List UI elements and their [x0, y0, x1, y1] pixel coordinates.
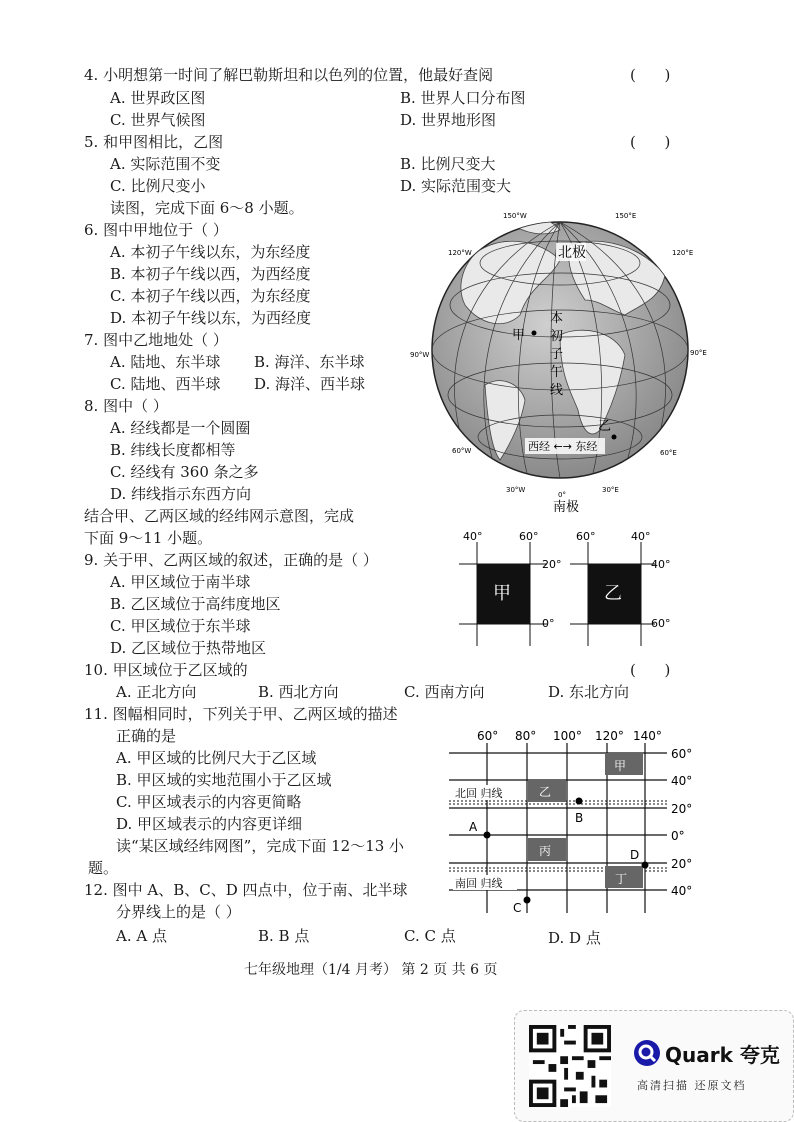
grid-yi-label: 乙 — [604, 583, 622, 604]
quark-tagline: 高清扫描 还原文档 — [637, 1079, 747, 1092]
qr-code-icon — [529, 1025, 611, 1107]
quark-brand: Quark 夸克 — [665, 1043, 780, 1067]
quark-watermark — [514, 1010, 794, 1122]
region-point-d — [642, 862, 649, 869]
globe-yi-label: 乙 — [598, 419, 612, 434]
region-area-ding: 丁 — [615, 872, 628, 886]
region-lon-60: 60° — [477, 729, 499, 743]
intro-12-13-line1: 读“某区域经纬网图”，完成下面 12～13 小 — [116, 837, 405, 855]
region-lat-40s: 40° — [671, 884, 693, 898]
q6-option-d: D. 本初子午线以东，为西经度 — [110, 309, 312, 327]
q5-option-a: A. 实际范围不变 — [110, 155, 221, 173]
globe-lon-60w: 60°W — [452, 447, 472, 455]
q4-answer-paren: ( ) — [630, 66, 671, 84]
q5-option-d: D. 实际范围变大 — [400, 177, 512, 195]
globe-lon-150e: 150°E — [615, 212, 637, 220]
prime-meridian-char-2: 初 — [550, 329, 564, 344]
globe-lon-30w: 30°W — [506, 486, 526, 494]
q5-option-c: C. 比例尺变小 — [110, 177, 206, 195]
q4-option-b: B. 世界人口分布图 — [400, 89, 526, 107]
grid-jia-lat-top: 20° — [542, 558, 562, 571]
region-tropic-south: 南回 归线 — [455, 877, 503, 890]
globe-lon-120e: 120°E — [672, 249, 694, 257]
q10-stem: 10. 甲区域位于乙区域的 — [84, 661, 248, 679]
q8-option-d: D. 纬线指示东西方向 — [110, 485, 252, 503]
q5-answer-paren: ( ) — [630, 133, 671, 151]
region-lat-20n: 20° — [671, 802, 693, 816]
q8-option-b: B. 纬线长度都相等 — [110, 441, 236, 459]
globe-jia-label: 甲 — [512, 328, 526, 343]
globe-lon-90w: 90°W — [410, 351, 430, 359]
q4-option-a: A. 世界政区图 — [110, 89, 206, 107]
grid-yi-lon-left: 60° — [576, 530, 596, 543]
region-lon-80: 80° — [515, 729, 537, 743]
prime-meridian-label — [550, 310, 563, 398]
region-lon-120: 120° — [595, 729, 624, 743]
globe-south-pole-label: 南极 — [553, 500, 580, 515]
q9-option-c: C. 甲区域位于东半球 — [110, 617, 251, 635]
q9-option-a: A. 甲区域位于南半球 — [110, 573, 251, 591]
q6-option-a: A. 本初子午线以东，为东经度 — [110, 243, 311, 261]
q7-option-d: D. 海洋、西半球 — [254, 375, 366, 393]
q12-option-a: A. A 点 — [116, 927, 167, 945]
q6-stem: 6. 图中甲地位于（ ） — [84, 221, 228, 239]
q10-option-d: D. 东北方向 — [548, 683, 630, 701]
q11-option-d: D. 甲区域表示的内容更详细 — [116, 815, 303, 833]
q10-option-b: B. 西北方向 — [258, 683, 339, 701]
region-area-bing: 丙 — [539, 844, 552, 858]
q10-answer-paren: ( ) — [630, 661, 671, 679]
q12-option-d: D. D 点 — [548, 929, 601, 947]
prime-meridian-char-3: 子 — [550, 347, 564, 362]
grid-yi-lat-bottom: 60° — [651, 617, 671, 630]
region-lat-40n: 40° — [671, 774, 693, 788]
q6-option-b: B. 本初子午线以西，为西经度 — [110, 265, 311, 283]
q12-stem-line1: 12. 图中 A、B、C、D 四点中，位于南、北半球 — [84, 881, 408, 899]
region-point-c — [524, 897, 531, 904]
grid-jia-label: 甲 — [493, 583, 511, 604]
q11-option-c: C. 甲区域表示的内容更简略 — [116, 793, 302, 811]
globe-jia-point — [532, 331, 537, 336]
q8-stem: 8. 图中（ ） — [84, 397, 168, 415]
globe-west-east-label: 西经 ←→ 东经 — [528, 440, 598, 453]
grid-jia-lat-bottom: 0° — [542, 617, 555, 630]
q7-option-c: C. 陆地、西半球 — [110, 375, 221, 393]
q7-option-a: A. 陆地、东半球 — [110, 353, 221, 371]
grid-jia-lon-right: 60° — [519, 530, 539, 543]
prime-meridian-char-1: 本 — [550, 311, 564, 326]
globe-north-pole-label: 北极 — [558, 245, 586, 261]
q11-stem-line1: 11. 图幅相同时，下列关于甲、乙两区域的描述 — [84, 705, 398, 723]
region-lat-60n: 60° — [671, 747, 693, 761]
prime-meridian-char-5: 线 — [550, 383, 564, 398]
intro-6-8: 读图，完成下面 6～8 小题。 — [110, 199, 304, 217]
grid-yi-lat-top: 40° — [651, 558, 671, 571]
globe-lon-60e: 60°E — [660, 449, 677, 457]
q5-option-b: B. 比例尺变大 — [400, 155, 496, 173]
region-tropic-north: 北回 归线 — [455, 787, 503, 800]
q10-option-a: A. 正北方向 — [116, 683, 197, 701]
q11-option-a: A. 甲区域的比例尺大于乙区域 — [116, 749, 317, 767]
q8-option-c: C. 经线有 360 条之多 — [110, 463, 259, 481]
prime-meridian-char-4: 午 — [550, 365, 564, 380]
intro-9-11-line1: 结合甲、乙两区域的经纬网示意图，完成 — [84, 507, 355, 525]
grid-jia-lon-left: 40° — [463, 530, 483, 543]
intro-9-11-line2: 下面 9～11 小题。 — [84, 529, 213, 547]
q9-option-d: D. 乙区域位于热带地区 — [110, 639, 267, 657]
small-grid-figure — [455, 530, 675, 650]
q9-stem: 9. 关于甲、乙两区域的叙述，正确的是（ ） — [84, 551, 378, 569]
q10-option-c: C. 西南方向 — [404, 683, 485, 701]
q7-option-b: B. 海洋、东半球 — [254, 353, 365, 371]
q7-stem: 7. 图中乙地地处（ ） — [84, 331, 228, 349]
region-area-yi: 乙 — [539, 785, 552, 799]
region-area-jia: 甲 — [614, 759, 627, 773]
globe-lon-120w: 120°W — [448, 249, 472, 257]
region-lon-140: 140° — [633, 729, 662, 743]
region-lon-100: 100° — [553, 729, 582, 743]
globe-lon-90e: 90°E — [690, 349, 707, 357]
q4-option-c: C. 世界气候图 — [110, 111, 206, 129]
q12-stem-line2: 分界线上的是（ ） — [116, 903, 241, 921]
globe-lon-0: 0° — [558, 491, 566, 499]
grid-yi-lon-right: 40° — [631, 530, 651, 543]
q11-stem-line2: 正确的是 — [116, 727, 177, 745]
region-point-a — [484, 832, 491, 839]
region-point-c-label: C — [513, 901, 522, 915]
quark-logo-icon — [633, 1039, 661, 1067]
globe-lon-30e: 30°E — [602, 486, 619, 494]
q12-option-c: C. C 点 — [404, 927, 456, 945]
q4-option-d: D. 世界地形图 — [400, 111, 497, 129]
region-lat-0: 0° — [671, 829, 685, 843]
region-point-d-label: D — [630, 848, 640, 862]
q6-option-c: C. 本初子午线以西，为东经度 — [110, 287, 311, 305]
q5-stem: 5. 和甲图相比，乙图 — [84, 133, 224, 151]
region-point-b — [576, 798, 583, 805]
globe-map — [410, 205, 710, 515]
region-point-b-label: B — [575, 811, 584, 825]
q11-option-b: B. 甲区域的实地范围小于乙区域 — [116, 771, 332, 789]
page-footer: 七年级地理（1/4 月考） 第 2 页 共 6 页 — [244, 962, 498, 978]
q8-option-a: A. 经线都是一个圆圈 — [110, 419, 251, 437]
region-point-a-label: A — [469, 820, 478, 834]
region-lat-20s: 20° — [671, 857, 693, 871]
region-grid-map — [445, 728, 705, 918]
q4-stem: 4. 小明想第一时间了解巴勒斯坦和以色列的位置，他最好查阅 — [84, 66, 494, 84]
globe-lon-150w: 150°W — [503, 212, 527, 220]
intro-12-13-line2: 题。 — [88, 859, 119, 877]
q9-option-b: B. 乙区域位于高纬度地区 — [110, 595, 281, 613]
q12-option-b: B. B 点 — [258, 927, 310, 945]
globe-yi-point — [612, 435, 617, 440]
